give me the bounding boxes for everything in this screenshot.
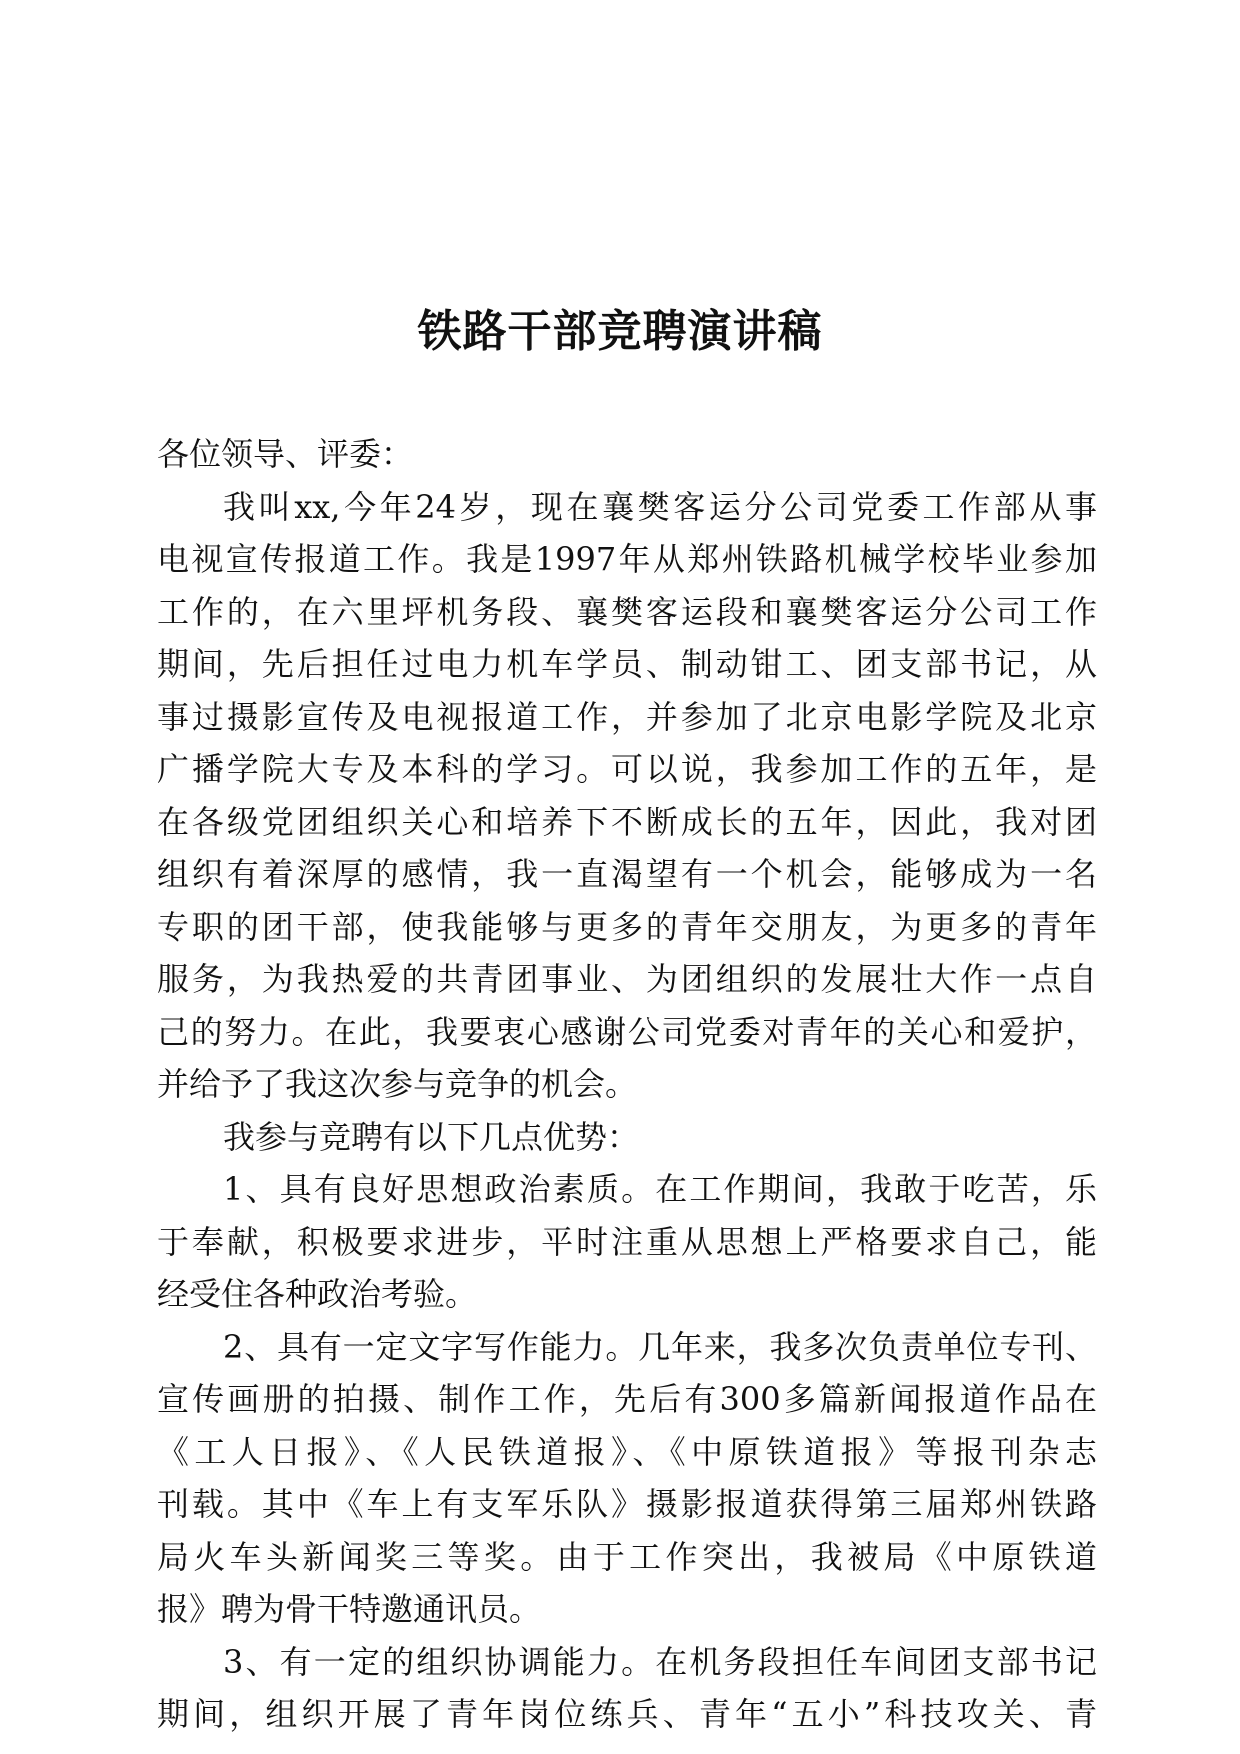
- body-line: 广播学院大专及本科的学习。可以说，我参加工作的五年，是: [157, 750, 1097, 788]
- body-line: 2、具有一定文字写作能力。几年来，我多次负责单位专刊、: [223, 1327, 1097, 1366]
- body-line: 宣传画册的拍摄、制作工作，先后有300多篇新闻报道作品在: [157, 1380, 1097, 1418]
- document-title: 铁路干部竞聘演讲稿: [417, 306, 823, 357]
- body-line: 服务，为我热爱的共青团事业、为团组织的发展壮大作一点自: [157, 960, 1097, 998]
- body-line: 1、具有良好思想政治素质。在工作期间，我敢于吃苦，乐: [223, 1170, 1097, 1208]
- body-line: 局火车头新闻奖三等奖。由于工作突出，我被局《中原铁道: [157, 1537, 1097, 1576]
- body-line: 己的努力。在此，我要衷心感谢公司党委对青年的关心和爱护，: [157, 1012, 1097, 1051]
- body-line: 报》聘为骨干特邀通讯员。: [157, 1590, 542, 1628]
- body-line: 刊载。其中《车上有支军乐队》摄影报道获得第三届郑州铁路: [157, 1485, 1097, 1523]
- body-line: 于奉献，积极要求进步，平时注重从思想上严格要求自己，能: [157, 1222, 1097, 1261]
- body-line: 并给予了我这次参与竞争的机会。: [157, 1065, 638, 1103]
- body-line: 期间，先后担任过电力机车学员、制动钳工、团支部书记，从: [157, 645, 1097, 683]
- body-line: 我参与竞聘有以下几点优势：: [223, 1117, 640, 1156]
- body-line: 经受住各种政治考验。: [157, 1275, 478, 1313]
- document-body: [157, 428, 1097, 1741]
- body-line: 事过摄影宣传及电视报道工作，并参加了北京电影学院及北京: [157, 697, 1097, 736]
- body-line: 在各级党团组织关心和培养下不断成长的五年，因此，我对团: [157, 802, 1097, 841]
- body-line: 工作的，在六里坪机务段、襄樊客运段和襄樊客运分公司工作: [157, 592, 1097, 631]
- body-line: 《工人日报》、《人民铁道报》、《中原铁道报》等报刊杂志: [157, 1432, 1097, 1471]
- body-line: 期间，组织开展了青年岗位练兵、青年“五小”科技攻关、青: [157, 1695, 1097, 1733]
- body-line: 组织有着深厚的感情，我一直渴望有一个机会，能够成为一名: [157, 855, 1097, 893]
- body-line: 专职的团干部，使我能够与更多的青年交朋友，为更多的青年: [157, 907, 1097, 946]
- body-line: 电视宣传报道工作。我是1997年从郑州铁路机械学校毕业参加: [157, 540, 1097, 578]
- body-line: 3、有一定的组织协调能力。在机务段担任车间团支部书记: [223, 1642, 1097, 1681]
- body-line: 各位领导、评委：: [157, 435, 414, 473]
- body-line: 我叫xx,今年24岁，现在襄樊客运分公司党委工作部从事: [223, 487, 1097, 526]
